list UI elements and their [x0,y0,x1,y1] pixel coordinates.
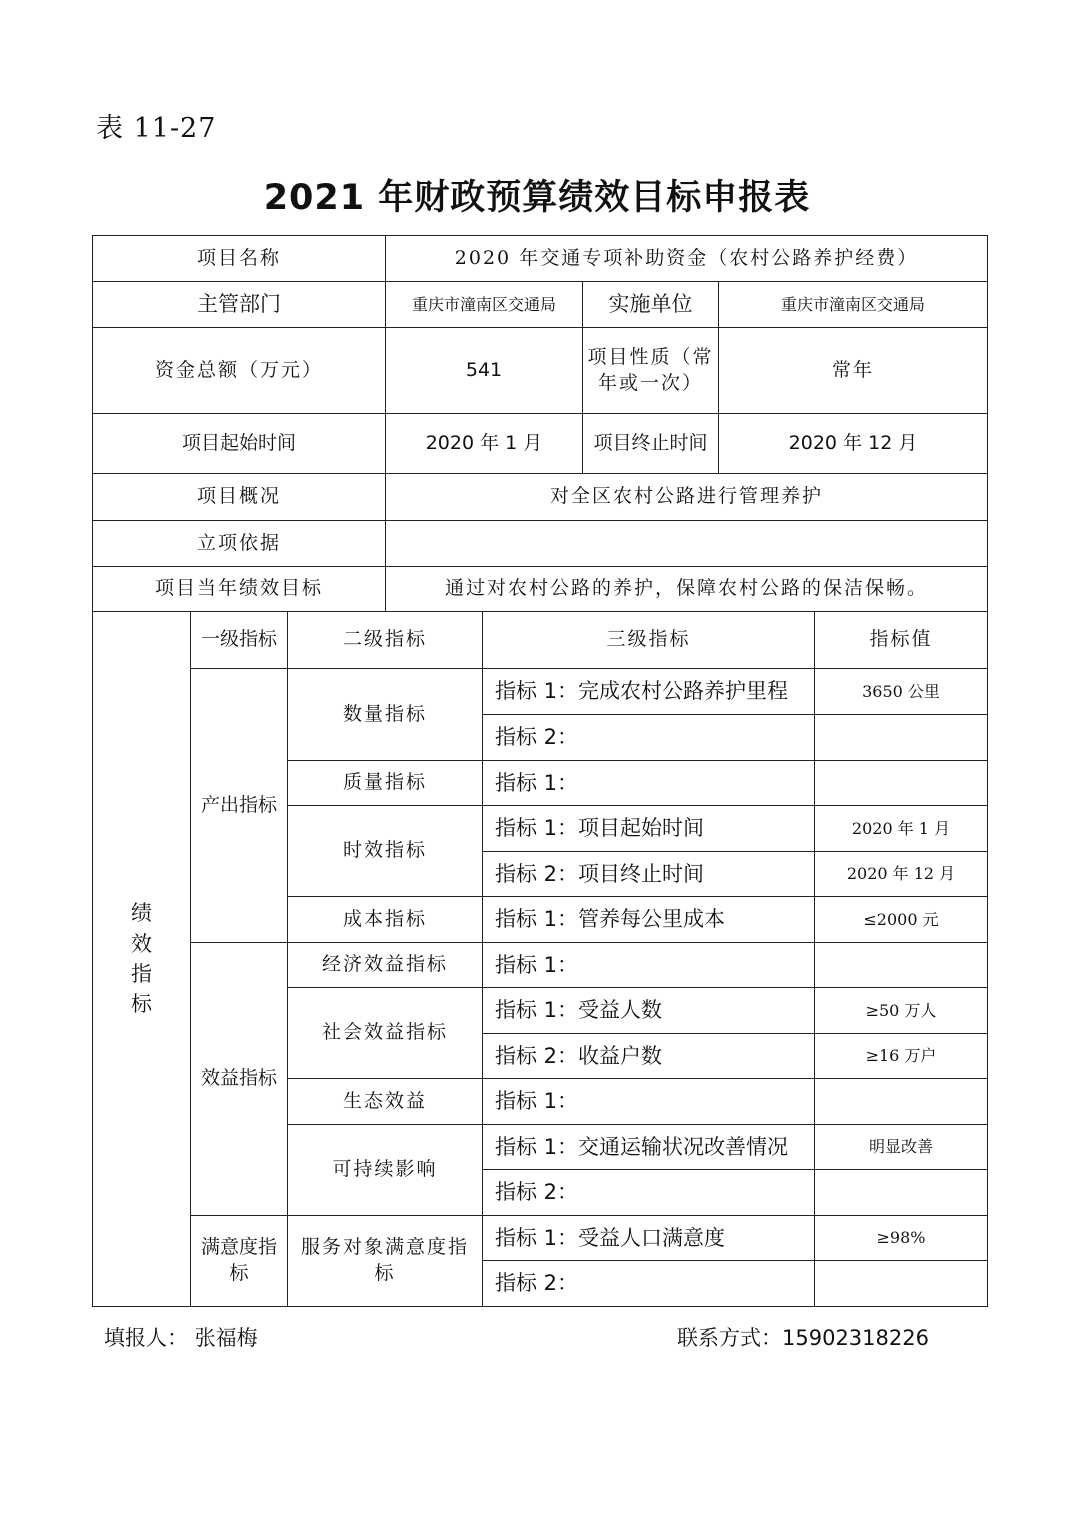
economic-value-1 [815,943,988,988]
economic-indicator-1: 指标 1： [483,943,815,988]
sustain-indicator-1: 指标 1：交通运输状况改善情况 [483,1125,815,1170]
cost-indicator-1: 指标 1：管养每公里成本 [483,897,815,943]
filler [104,1322,258,1352]
social-value-2: ≥16 万户 [815,1034,988,1079]
performance-indicator-label [93,612,191,1307]
quantity-indicator-label: 数量指标 [288,669,483,761]
contact-label: 联系方式： [677,1326,782,1350]
quantity-indicator-1: 指标 1：完成农村公路养护里程 [483,669,815,715]
goal-label: 项目当年绩效目标 [93,567,386,612]
social-indicator-label: 社会效益指标 [288,988,483,1079]
start-label: 项目起始时间 [93,414,386,474]
goal-value: 通过对农村公路的养护，保障农村公路的保洁保畅。 [386,567,988,612]
basis-label: 立项依据 [93,521,386,567]
project-name-label: 项目名称 [93,236,386,282]
timeliness-indicator-label: 时效指标 [288,806,483,897]
dept-label: 主管部门 [93,282,386,328]
header-level2: 二级指标 [288,612,483,669]
filler-label: 填报人： [104,1326,188,1350]
timeliness-indicator-1: 指标 1：项目起始时间 [483,806,815,852]
cost-indicator-label: 成本指标 [288,897,483,943]
social-indicator-1: 指标 1：受益人数 [483,988,815,1034]
social-indicator-2: 指标 2：收益户数 [483,1034,815,1079]
project-name-value: 2020 年交通专项补助资金（农村公路养护经费） [386,236,988,282]
filler-name: 张福梅 [194,1326,258,1350]
end-label: 项目终止时间 [583,414,719,474]
economic-indicator-label: 经济效益指标 [288,943,483,988]
service-satisfaction-label: 服务对象满意度指标 [288,1216,483,1307]
start-value: 2020 年 1 月 [386,414,583,474]
fund-label: 资金总额（万元） [93,328,386,414]
page-title: 2021 年财政预算绩效目标申报表 [263,178,811,218]
header-level3: 三级指标 [483,612,815,669]
timeliness-value-1: 2020 年 1 月 [815,806,988,852]
fund-value: 541 [386,328,583,414]
header-value: 指标值 [815,612,988,669]
dept-value: 重庆市潼南区交通局 [386,282,583,328]
eco-indicator-label: 生态效益 [288,1079,483,1125]
benefit-indicator-label: 效益指标 [191,943,288,1216]
social-value-1: ≥50 万人 [815,988,988,1034]
sustain-value-2 [815,1170,988,1216]
eco-indicator-1: 指标 1： [483,1079,815,1125]
overview-label: 项目概况 [93,474,386,521]
basic-info-table [92,235,988,612]
quantity-indicator-2: 指标 2： [483,715,815,761]
overview-value: 对全区农村公路进行管理养护 [386,474,988,521]
header-level1: 一级指标 [191,612,288,669]
table-number: 表 11-27 [96,113,217,144]
satisfaction-indicator-label: 满意度指标 [191,1216,288,1307]
satisfaction-indicator-1: 指标 1：受益人口满意度 [483,1216,815,1261]
basis-value [386,521,988,567]
quality-value-1 [815,761,988,806]
timeliness-value-2: 2020 年 12 月 [815,852,988,897]
satisfaction-indicator-2: 指标 2： [483,1261,815,1307]
sustain-value-1: 明显改善 [815,1125,988,1170]
impl-label: 实施单位 [583,282,719,328]
cost-value-1: ≤2000 元 [815,897,988,943]
eco-value-1 [815,1079,988,1125]
end-value: 2020 年 12 月 [719,414,988,474]
sustain-indicator-2: 指标 2： [483,1170,815,1216]
satisfaction-value-1: ≥98% [815,1216,988,1261]
output-indicator-label: 产出指标 [191,669,288,943]
timeliness-indicator-2: 指标 2：项目终止时间 [483,852,815,897]
indicators-table [92,611,988,1307]
quality-indicator-label: 质量指标 [288,761,483,806]
performance-indicator-text: 绩效指标 [131,901,152,1017]
nature-label: 项目性质（常年或一次） [583,328,719,414]
contact [677,1322,929,1352]
contact-number: 15902318226 [782,1326,929,1350]
quantity-value-1: 3650 公里 [815,669,988,715]
quality-indicator-1: 指标 1： [483,761,815,806]
sustain-indicator-label: 可持续影响 [288,1125,483,1216]
quantity-value-2 [815,715,988,761]
satisfaction-value-2 [815,1261,988,1307]
impl-value: 重庆市潼南区交通局 [719,282,988,328]
nature-value: 常年 [719,328,988,414]
